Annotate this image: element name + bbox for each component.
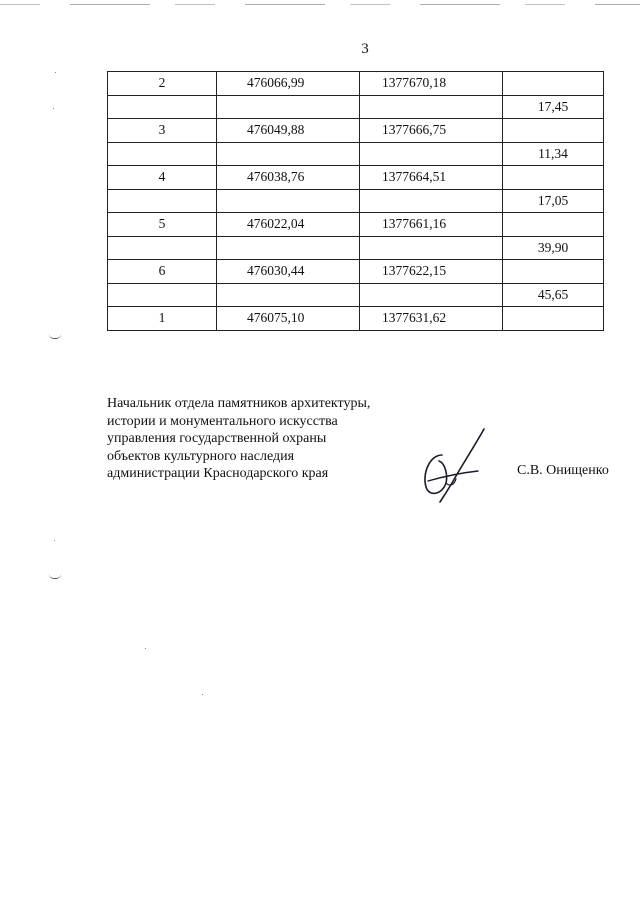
point-number-cell (108, 142, 217, 166)
scan-artifact (53, 108, 54, 109)
coordinates-table (107, 71, 604, 331)
y-coordinate-cell: 1377664,51 (360, 166, 503, 190)
handwritten-signature (412, 425, 494, 503)
y-coordinate-cell (360, 95, 503, 119)
position-line: управления государственной охраны (107, 431, 327, 446)
table-row (108, 236, 604, 260)
position-line: истории и монументального искусства (107, 413, 338, 429)
coordinates-table-body (108, 72, 604, 331)
y-coordinate-cell (360, 189, 503, 213)
scan-artifact (54, 540, 55, 541)
segment-length-cell: 45,65 (503, 283, 604, 307)
point-number-cell: 2 (108, 72, 217, 96)
signatory-position (107, 395, 407, 483)
y-coordinate-cell (360, 283, 503, 307)
signatory-name: С.В. Онищенко (517, 463, 609, 478)
segment-length-cell (503, 260, 604, 284)
segment-length-cell: 11,34 (503, 142, 604, 166)
y-coordinate-cell (360, 142, 503, 166)
scan-artifact (202, 694, 203, 695)
x-coordinate-cell: 476066,99 (217, 72, 360, 96)
point-number-cell: 3 (108, 119, 217, 143)
position-line: объектов культурного наследия (107, 448, 295, 464)
table-row (108, 142, 604, 166)
table-row (108, 213, 604, 237)
table-row (108, 260, 604, 284)
x-coordinate-cell: 476049,88 (217, 119, 360, 143)
x-coordinate-cell: 476022,04 (217, 213, 360, 237)
segment-length-cell (503, 166, 604, 190)
y-coordinate-cell (360, 236, 503, 260)
y-coordinate-cell: 1377631,62 (360, 307, 503, 331)
x-coordinate-cell: 476030,44 (217, 260, 360, 284)
point-number-cell (108, 236, 217, 260)
segment-length-cell (503, 307, 604, 331)
table-row (108, 119, 604, 143)
y-coordinate-cell: 1377666,75 (360, 119, 503, 143)
x-coordinate-cell (217, 283, 360, 307)
x-coordinate-cell (217, 189, 360, 213)
position-line: Начальник отдела памятников архитектуры, (107, 396, 371, 411)
table-row (108, 72, 604, 96)
table-row (108, 95, 604, 119)
point-number-cell: 1 (108, 307, 217, 331)
segment-length-cell (503, 119, 604, 143)
page-number: 3 (361, 41, 369, 57)
point-number-cell (108, 95, 217, 119)
position-line: администрации Краснодарского края (107, 466, 329, 481)
x-coordinate-cell: 476038,76 (217, 166, 360, 190)
x-coordinate-cell: 476075,10 (217, 307, 360, 331)
table-row (108, 283, 604, 307)
y-coordinate-cell: 1377670,18 (360, 72, 503, 96)
scan-artifact (55, 72, 56, 73)
y-coordinate-cell: 1377622,15 (360, 260, 503, 284)
scan-artifact (49, 334, 61, 339)
x-coordinate-cell (217, 95, 360, 119)
segment-length-cell (503, 72, 604, 96)
segment-length-cell: 17,05 (503, 189, 604, 213)
scan-edge-line (0, 4, 640, 5)
scan-artifact (49, 574, 61, 579)
table-row (108, 189, 604, 213)
table-row (108, 307, 604, 331)
scan-artifact (145, 648, 146, 649)
table-row (108, 166, 604, 190)
segment-length-cell: 17,45 (503, 95, 604, 119)
point-number-cell: 6 (108, 260, 217, 284)
y-coordinate-cell: 1377661,16 (360, 213, 503, 237)
point-number-cell (108, 189, 217, 213)
x-coordinate-cell (217, 142, 360, 166)
segment-length-cell: 39,90 (503, 236, 604, 260)
segment-length-cell (503, 213, 604, 237)
point-number-cell: 4 (108, 166, 217, 190)
x-coordinate-cell (217, 236, 360, 260)
point-number-cell (108, 283, 217, 307)
point-number-cell: 5 (108, 213, 217, 237)
